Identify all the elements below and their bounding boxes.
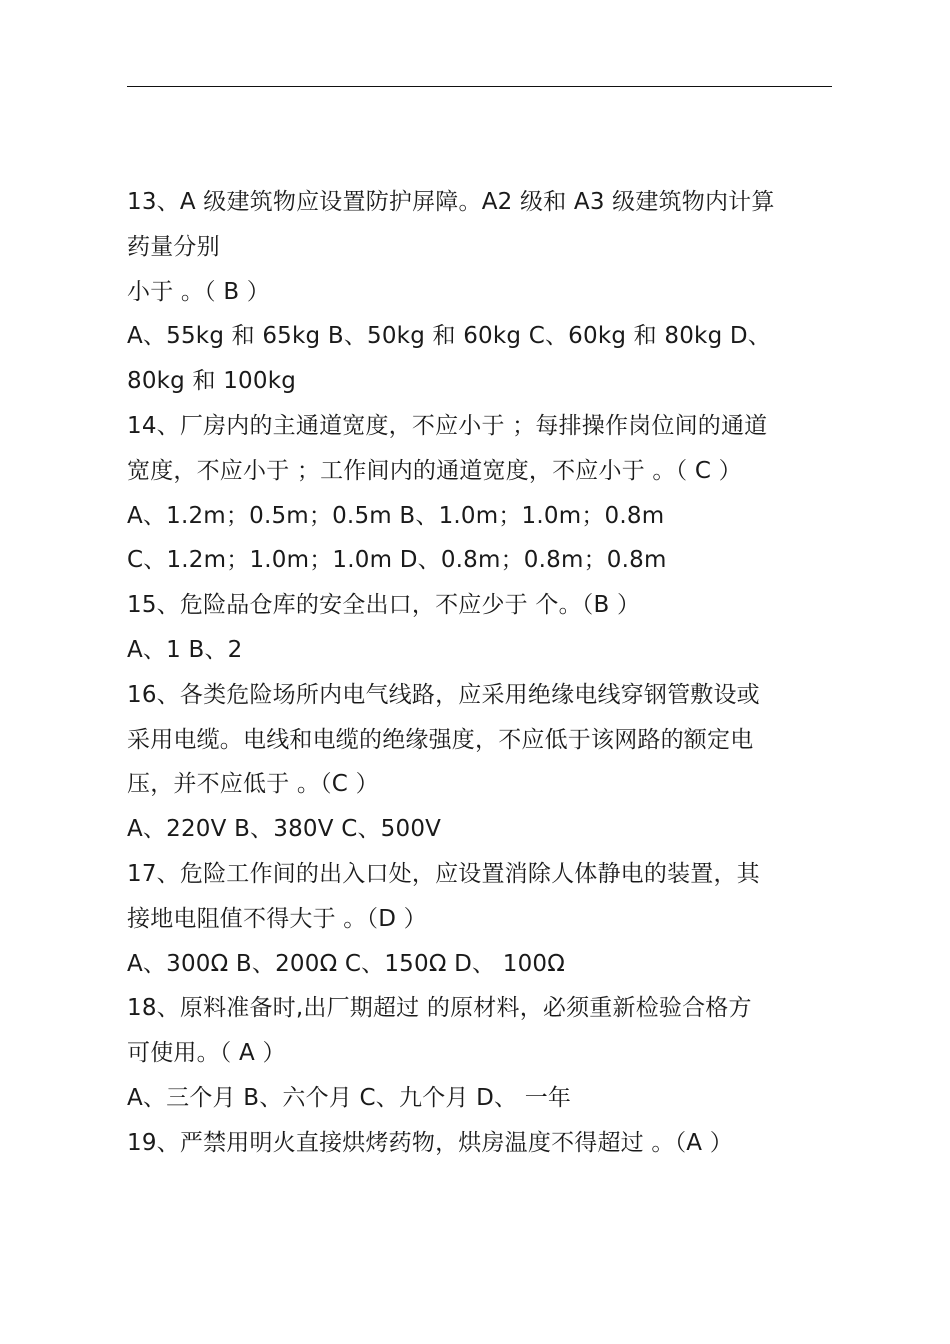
header-rule — [127, 86, 832, 87]
document-body — [127, 180, 832, 1166]
question-16-options: A、220V B、380V C、500V — [127, 816, 442, 843]
question-14-line-2: 宽度，不应小于 ；工作间内的通道宽度，不应小于 。（ C ） — [127, 457, 742, 484]
question-16-line-1: 16、各类危险场所内电气线路，应采用绝缘电线穿钢管敷设或 — [127, 681, 760, 708]
question-17-options: A、300Ω B、200Ω C、150Ω D、 100Ω — [127, 950, 566, 977]
question-14-line-1: 14、厂房内的主通道宽度，不应小于 ；每排操作岗位间的通道 — [127, 412, 768, 439]
question-18-line-2: 可使用。（ A ） — [127, 1040, 286, 1067]
question-13-line-1: 13、A 级建筑物应设置防护屏障。A2 级和 A3 级建筑物内计算 — [127, 189, 775, 215]
question-19-line-1: 19、严禁用明火直接烘烤药物，烘房温度不得超过 。（A ） — [127, 1129, 733, 1156]
question-15-options: A、1 B、2 — [127, 636, 243, 663]
question-17-line-1: 17、危险工作间的出入口处，应设置消除人体静电的装置，其 — [127, 860, 760, 887]
question-14-options-line-1: A、1.2m；0.5m；0.5m B、1.0m；1.0m；0.8m — [127, 502, 665, 529]
question-13-options-line-1: A、55kg 和 65kg B、50kg 和 60kg C、60kg 和 80kg D、 — [127, 323, 771, 350]
question-13-line-2: 药量分别 — [127, 233, 220, 260]
question-17-line-2: 接地电阻值不得大于 。（D ） — [127, 905, 427, 932]
question-16-line-3: 压，并不应低于 。（C ） — [127, 771, 379, 798]
question-15-line-1: 15、危险品仓库的安全出口，不应少于 个。（B ） — [127, 592, 641, 619]
question-16-line-2: 采用电缆。电线和电缆的绝缘强度，不应低于该网路的额定电 — [127, 726, 754, 753]
question-14-options-line-2: C、1.2m；1.0m；1.0m D、0.8m；0.8m；0.8m — [127, 547, 667, 574]
question-13-options-line-2: 80kg 和 100kg — [127, 368, 297, 395]
question-18-line-1: 18、原料准备时,出厂期超过 的原材料，必须重新检验合格方 — [127, 995, 752, 1022]
question-18-options: A、三个月 B、六个月 C、九个月 D、 一年 — [127, 1084, 572, 1111]
question-13-line-3: 小于 。（ B ） — [127, 278, 271, 305]
